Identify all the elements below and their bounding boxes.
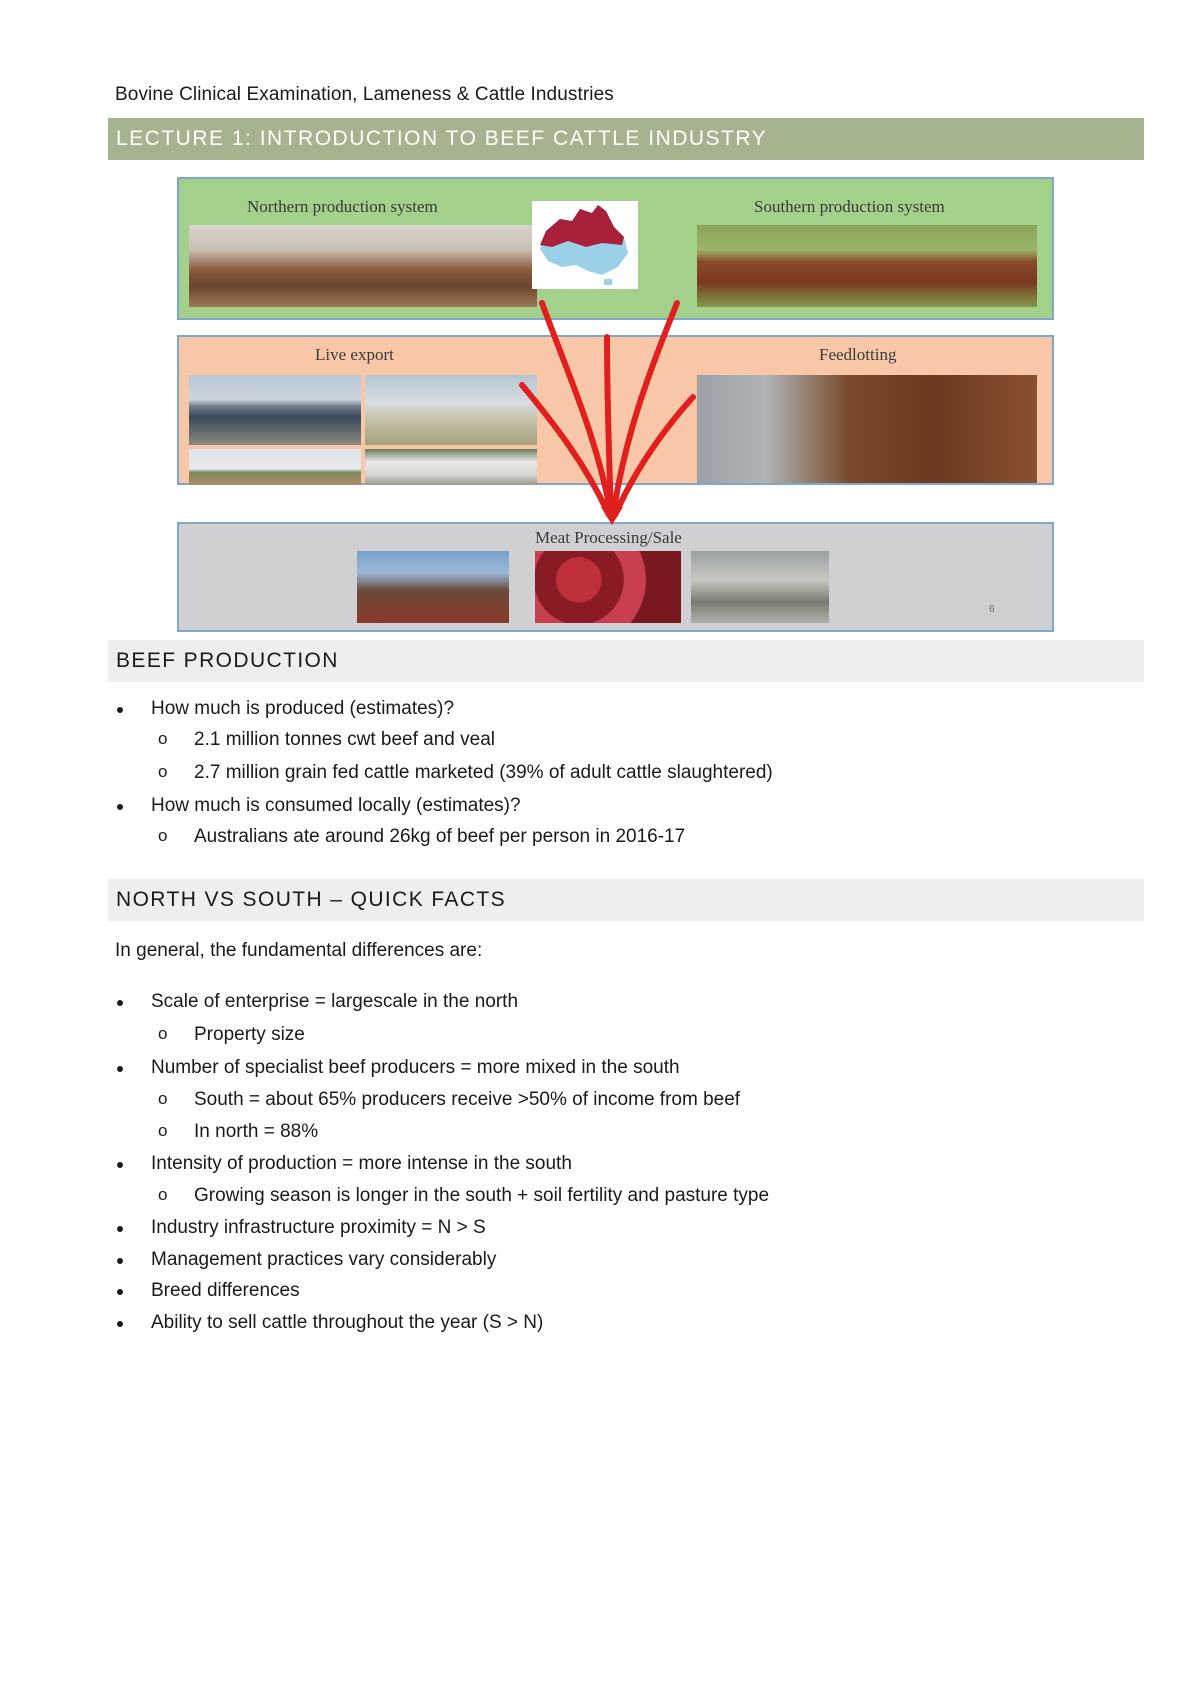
list-item: Scale of enterprise = largescale in the north (151, 991, 519, 1012)
lecture-title-bar (108, 118, 1144, 160)
bullet-icon (117, 707, 123, 713)
meat-processing-label: Meat Processing/Sale (535, 528, 682, 547)
bullet-icon (117, 1258, 123, 1264)
north-south-heading-bar (108, 879, 1144, 921)
northern-label: Northern production system (247, 197, 438, 216)
sub-bullet-icon: o (158, 729, 168, 748)
lecture-title: LECTURE 1: INTRODUCTION TO BEEF CATTLE INDUSTRY (116, 127, 768, 150)
sub-bullet-icon: o (158, 1185, 168, 1204)
live-export-label: Live export (315, 345, 394, 364)
list-item: Breed differences (151, 1280, 300, 1301)
sub-list-item: Growing season is longer in the south + soil fertility and pasture type (194, 1185, 770, 1206)
bullet-icon (117, 1226, 123, 1232)
list-item: Intensity of production = more intense in the south (151, 1153, 572, 1174)
bullet-icon (117, 1289, 123, 1295)
beef-industry-diagram (177, 177, 1054, 631)
list-item: Number of specialist beef producers = more mixed in the south (151, 1057, 680, 1078)
sub-list-item: Australians ate around 26kg of beef per person in 2016-17 (194, 826, 686, 847)
bullet-icon (117, 804, 123, 810)
sub-list-item: Property size (194, 1024, 305, 1045)
list-item: Management practices vary considerably (151, 1249, 497, 1270)
intro-paragraph: In general, the fundamental differences are: (115, 940, 483, 961)
document-header: Bovine Clinical Examination, Lameness & Cattle Industries (115, 84, 614, 105)
sub-bullet-icon: o (158, 762, 168, 781)
list-item: How much is produced (estimates)? (151, 698, 455, 719)
north-south-heading: NORTH VS SOUTH – QUICK FACTS (116, 888, 507, 911)
feedlotting-label: Feedlotting (819, 345, 897, 364)
sub-list-item: 2.1 million tonnes cwt beef and veal (194, 729, 496, 750)
beef-production-heading: BEEF PRODUCTION (116, 649, 339, 672)
bullet-icon (117, 1321, 123, 1327)
sub-list-item: 2.7 million grain fed cattle marketed (39% of adult cattle slaughtered) (194, 762, 773, 783)
beef-production-heading-bar (108, 640, 1144, 682)
list-item: Industry infrastructure proximity = N > S (151, 1217, 486, 1238)
list-item: How much is consumed locally (estimates)? (151, 795, 521, 816)
sub-bullet-icon: o (158, 1121, 168, 1140)
flow-arrows (177, 177, 1054, 631)
list-item: Ability to sell cattle throughout the year (S > N) (151, 1312, 544, 1333)
southern-label: Southern production system (754, 197, 945, 216)
sub-bullet-icon: o (158, 1089, 168, 1108)
bullet-icon (117, 1066, 123, 1072)
sub-bullet-icon: o (158, 1024, 168, 1043)
slide-number: 6 (989, 604, 995, 615)
sub-list-item: South = about 65% producers receive >50% of income from beef (194, 1089, 741, 1110)
bullet-icon (117, 1162, 123, 1168)
sub-bullet-icon: o (158, 826, 168, 845)
bullet-icon (117, 1000, 123, 1006)
sub-list-item: In north = 88% (194, 1121, 319, 1142)
